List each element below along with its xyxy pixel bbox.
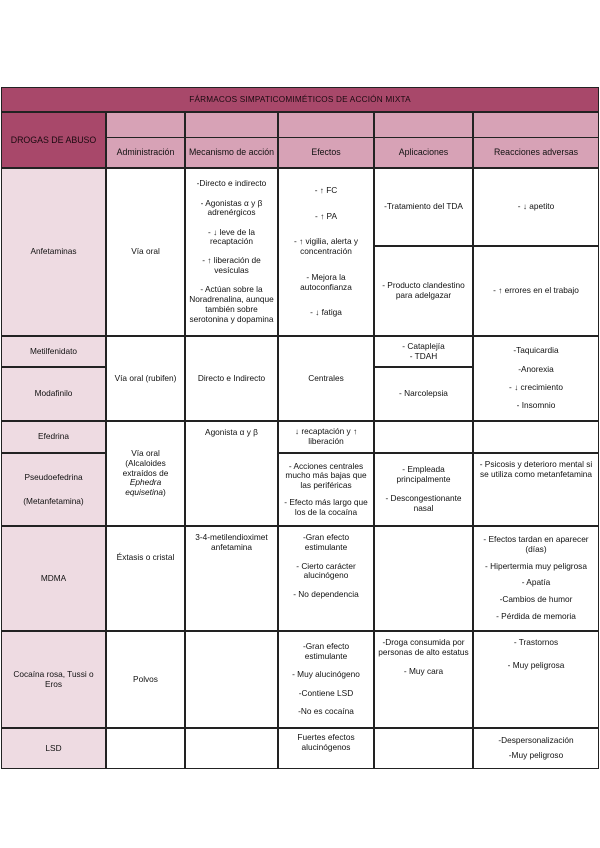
efecto-item: -Gran efecto estimulante: [302, 532, 350, 552]
row-label-metilfenidato: Metilfenidato: [1, 336, 106, 367]
metil-moda-administracion: Vía oral (rubifen): [106, 336, 185, 421]
efecto-item: - ↑ PA: [315, 210, 337, 221]
anfetaminas-mecanismo: [185, 168, 278, 336]
row-label-modafinilo: Modafinilo: [1, 367, 106, 421]
efedrina-mecanismo: Agonista α y β: [185, 421, 278, 526]
metil-moda-reacciones: [473, 336, 599, 421]
reaccion-item: -Anorexia: [518, 363, 554, 374]
mdma-administracion: Éxtasis o cristal: [106, 526, 185, 631]
lsd-reacciones: [473, 728, 599, 769]
reaccion-item: - ↓ crecimiento: [509, 381, 563, 392]
row-label-cocaina-rosa: Cocaína rosa, Tussi o Eros: [1, 631, 106, 728]
reaccion-item: -Muy peligroso: [508, 750, 564, 761]
mdma-efectos: [278, 526, 374, 631]
mecanismo-item: - Agonistas α y β adrenérgicos: [200, 197, 263, 218]
header-spacer: [106, 112, 185, 137]
pseudoefedrina-efectos: [278, 453, 374, 526]
admin-line: Vía oral: [131, 448, 160, 459]
cocaina-rosa-administracion: Polvos: [106, 631, 185, 728]
row-label-mdma: MDMA: [1, 526, 106, 631]
efecto-item: -Gran efecto estimulante: [302, 640, 350, 661]
efecto-item: - Muy alucinógeno: [292, 669, 360, 680]
efedrina-efectos: ↓ recaptación y ↑ liberación: [278, 421, 374, 453]
aplicacion-item: - Cataplejía: [402, 340, 445, 351]
lsd-aplicaciones: [374, 728, 473, 769]
header-reacciones: Reacciones adversas: [473, 137, 599, 168]
efecto-item: - Mejora la autoconfianza: [300, 271, 352, 292]
anfetaminas-administracion: Vía oral: [106, 168, 185, 336]
header-spacer: [374, 112, 473, 137]
metilfenidato-aplicaciones: [374, 336, 473, 367]
mecanismo-item: - ↓ leve de la recaptación: [207, 226, 256, 247]
header-mecanismo: Mecanismo de acción: [185, 137, 278, 168]
admin-close: ): [163, 487, 166, 498]
pseudoefedrina-aplicaciones: [374, 453, 473, 526]
efecto-item: - Cierto carácter alucinógeno: [296, 560, 356, 581]
metil-moda-efectos: Centrales: [278, 336, 374, 421]
header-spacer-left: [1, 112, 106, 168]
cocaina-rosa-mecanismo: [185, 631, 278, 728]
admin-line: (Alcaloides extraídos de: [122, 457, 169, 478]
header-spacer: [473, 112, 599, 137]
header-aplicaciones: Aplicaciones: [374, 137, 473, 168]
lsd-mecanismo: [185, 728, 278, 769]
anfetaminas-aplicacion-1: -Tratamiento del TDA: [374, 168, 473, 246]
efecto-item: -Contiene LSD: [298, 687, 354, 698]
anfetaminas-reaccion-2: - ↑ errores en el trabajo: [473, 246, 599, 336]
reaccion-item: - Insomnio: [516, 399, 556, 410]
species-name: Ephedra equisetina: [125, 477, 164, 498]
header-administracion: Administración: [106, 137, 185, 168]
header-efectos: Efectos: [278, 137, 374, 168]
anfetaminas-efectos: [278, 168, 374, 336]
header-spacer: [278, 112, 374, 137]
reaccion-item: -Despersonalización: [498, 734, 574, 745]
efedrina-reacciones: [473, 421, 599, 453]
metanfetamina-name: (Metanfetamina): [23, 495, 84, 506]
reaccion-item: - Apatía: [521, 577, 551, 588]
efecto-item: - Efecto más largo que los de la cocaína: [284, 496, 368, 517]
efecto-item: - No dependencia: [293, 589, 359, 600]
mdma-reacciones: [473, 526, 599, 631]
reaccion-item: -Cambios de humor: [499, 594, 573, 605]
efecto-item: - ↑ vigilia, alerta y concentración: [293, 236, 359, 257]
row-label-efedrina: Efedrina: [1, 421, 106, 453]
anfetaminas-reaccion-1: - ↓ apetito: [473, 168, 599, 246]
lsd-efectos: Fuertes efectos alucinógenos: [278, 728, 374, 769]
reaccion-item: - Hipertermia muy peligrosa: [485, 560, 587, 571]
aplicacion-item: - Muy cara: [403, 665, 444, 676]
pseudoefedrina-reacciones: - Psicosis y deterioro mental si se utiliza como metanfetamina: [473, 453, 599, 526]
reaccion-item: - Pérdida de memoria: [496, 611, 576, 622]
aplicacion-item: - Descongestionante nasal: [385, 493, 462, 514]
efedrina-administracion: [106, 421, 185, 526]
row-label-pseudoefedrina: [1, 453, 106, 526]
reaccion-item: - Muy peligrosa: [507, 659, 565, 670]
efecto-item: - ↓ fatiga: [310, 307, 342, 318]
mecanismo-item: - Actúan sobre la Noradrenalina, aunque también sobre serotonina y dopamina: [189, 284, 274, 324]
row-label-anfetaminas: Anfetaminas: [1, 168, 106, 336]
lsd-administracion: [106, 728, 185, 769]
admin-line: [109, 478, 182, 498]
aplicacion-item: - Empleada principalmente: [396, 463, 451, 484]
anfetaminas-aplicacion-2: - Producto clandestino para adelgazar: [374, 246, 473, 336]
efecto-item: - Acciones centrales mucho más bajas que las periféricas: [285, 460, 367, 491]
mdma-mecanismo: 3-4-metilendioximet anfetamina: [185, 526, 278, 631]
header-drogas: DROGAS DE ABUSO: [10, 134, 97, 145]
reaccion-item: - Efectos tardan en aparecer (días): [483, 534, 589, 554]
reaccion-item: -Taquicardia: [513, 345, 559, 356]
aplicacion-item: - TDAH: [409, 350, 438, 361]
mdma-aplicaciones: [374, 526, 473, 631]
efecto-item: - ↑ FC: [314, 184, 338, 195]
row-label-lsd: LSD: [1, 728, 106, 769]
efecto-item: -No es cocaína: [298, 706, 354, 717]
efedrina-aplicaciones: [374, 421, 473, 453]
metil-moda-mecanismo: Directo e Indirecto: [185, 336, 278, 421]
mecanismo-item: -Directo e indirecto: [196, 178, 267, 189]
mecanismo-item: - ↑ liberación de vesículas: [202, 255, 261, 276]
pseudoefedrina-name: Pseudoefedrina: [24, 471, 83, 482]
modafinilo-aplicaciones: - Narcolepsia: [374, 367, 473, 421]
cocaina-rosa-aplicaciones: [374, 631, 473, 728]
aplicacion-item: -Droga consumida por personas de alto estatus: [378, 637, 469, 657]
table-title: FÁRMACOS SIMPATICOMIMÉTICOS DE ACCIÓN MIXTA: [1, 87, 599, 112]
reaccion-item: - Trastornos: [513, 637, 559, 647]
cocaina-rosa-reacciones: [473, 631, 599, 728]
header-spacer: [185, 112, 278, 137]
cocaina-rosa-efectos: [278, 631, 374, 728]
